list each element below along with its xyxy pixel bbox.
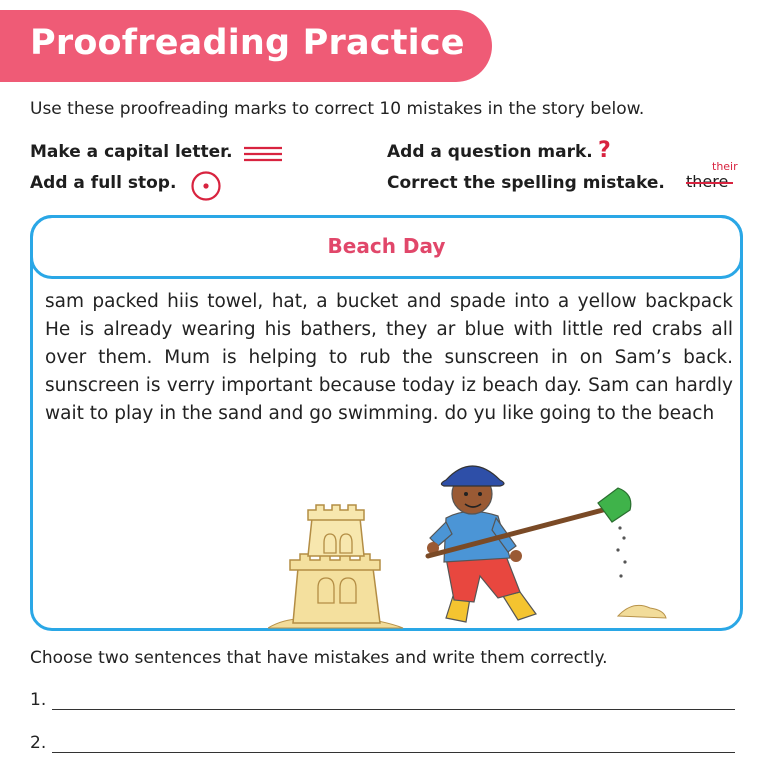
beach-illustration [268, 458, 668, 630]
circled-dot-icon [190, 170, 222, 202]
task-prompt: Choose two sentences that have mistakes and write them correctly. [30, 648, 608, 668]
instructions-text: Use these proofreading marks to correct 10 mistakes in the story below. [30, 99, 645, 119]
capital-letter-label: Make a capital letter. [30, 142, 233, 162]
question-mark-icon: ? [598, 138, 611, 163]
answer-rule [52, 709, 735, 710]
answer-line-1[interactable] [30, 690, 735, 714]
strikethrough-mark [686, 182, 733, 184]
story-text: sam packed hiis towel, hat, a bucket and spade into a yellow backpack He is already wearing his bathers, they ar blue with little red crabs all over them. Mum is helping to rub the sunscreen in on Sam’s back. sunscreen is verry important because today iz beach day. Sam can hardly wait to play in the sand and go swimming. do yu like going to the beach [45, 291, 733, 424]
question-mark-label: Add a question mark. [387, 142, 593, 162]
answer-rule [52, 752, 735, 753]
answer-number-1: 1. [30, 690, 47, 710]
spelling-correction-example: their [712, 160, 738, 173]
full-stop-label: Add a full stop. [30, 173, 177, 193]
sandcastle-icon [290, 505, 380, 623]
spelling-label: Correct the spelling mistake. [387, 173, 665, 193]
story-title: Beach Day [327, 234, 446, 258]
answer-line-2[interactable] [30, 733, 735, 757]
story-box [30, 215, 743, 631]
answer-number-2: 2. [30, 733, 47, 753]
triple-underline-icon [244, 145, 282, 163]
story-header [30, 215, 743, 279]
title-banner [0, 10, 492, 82]
page-title: Proofreading Practice [30, 23, 465, 63]
